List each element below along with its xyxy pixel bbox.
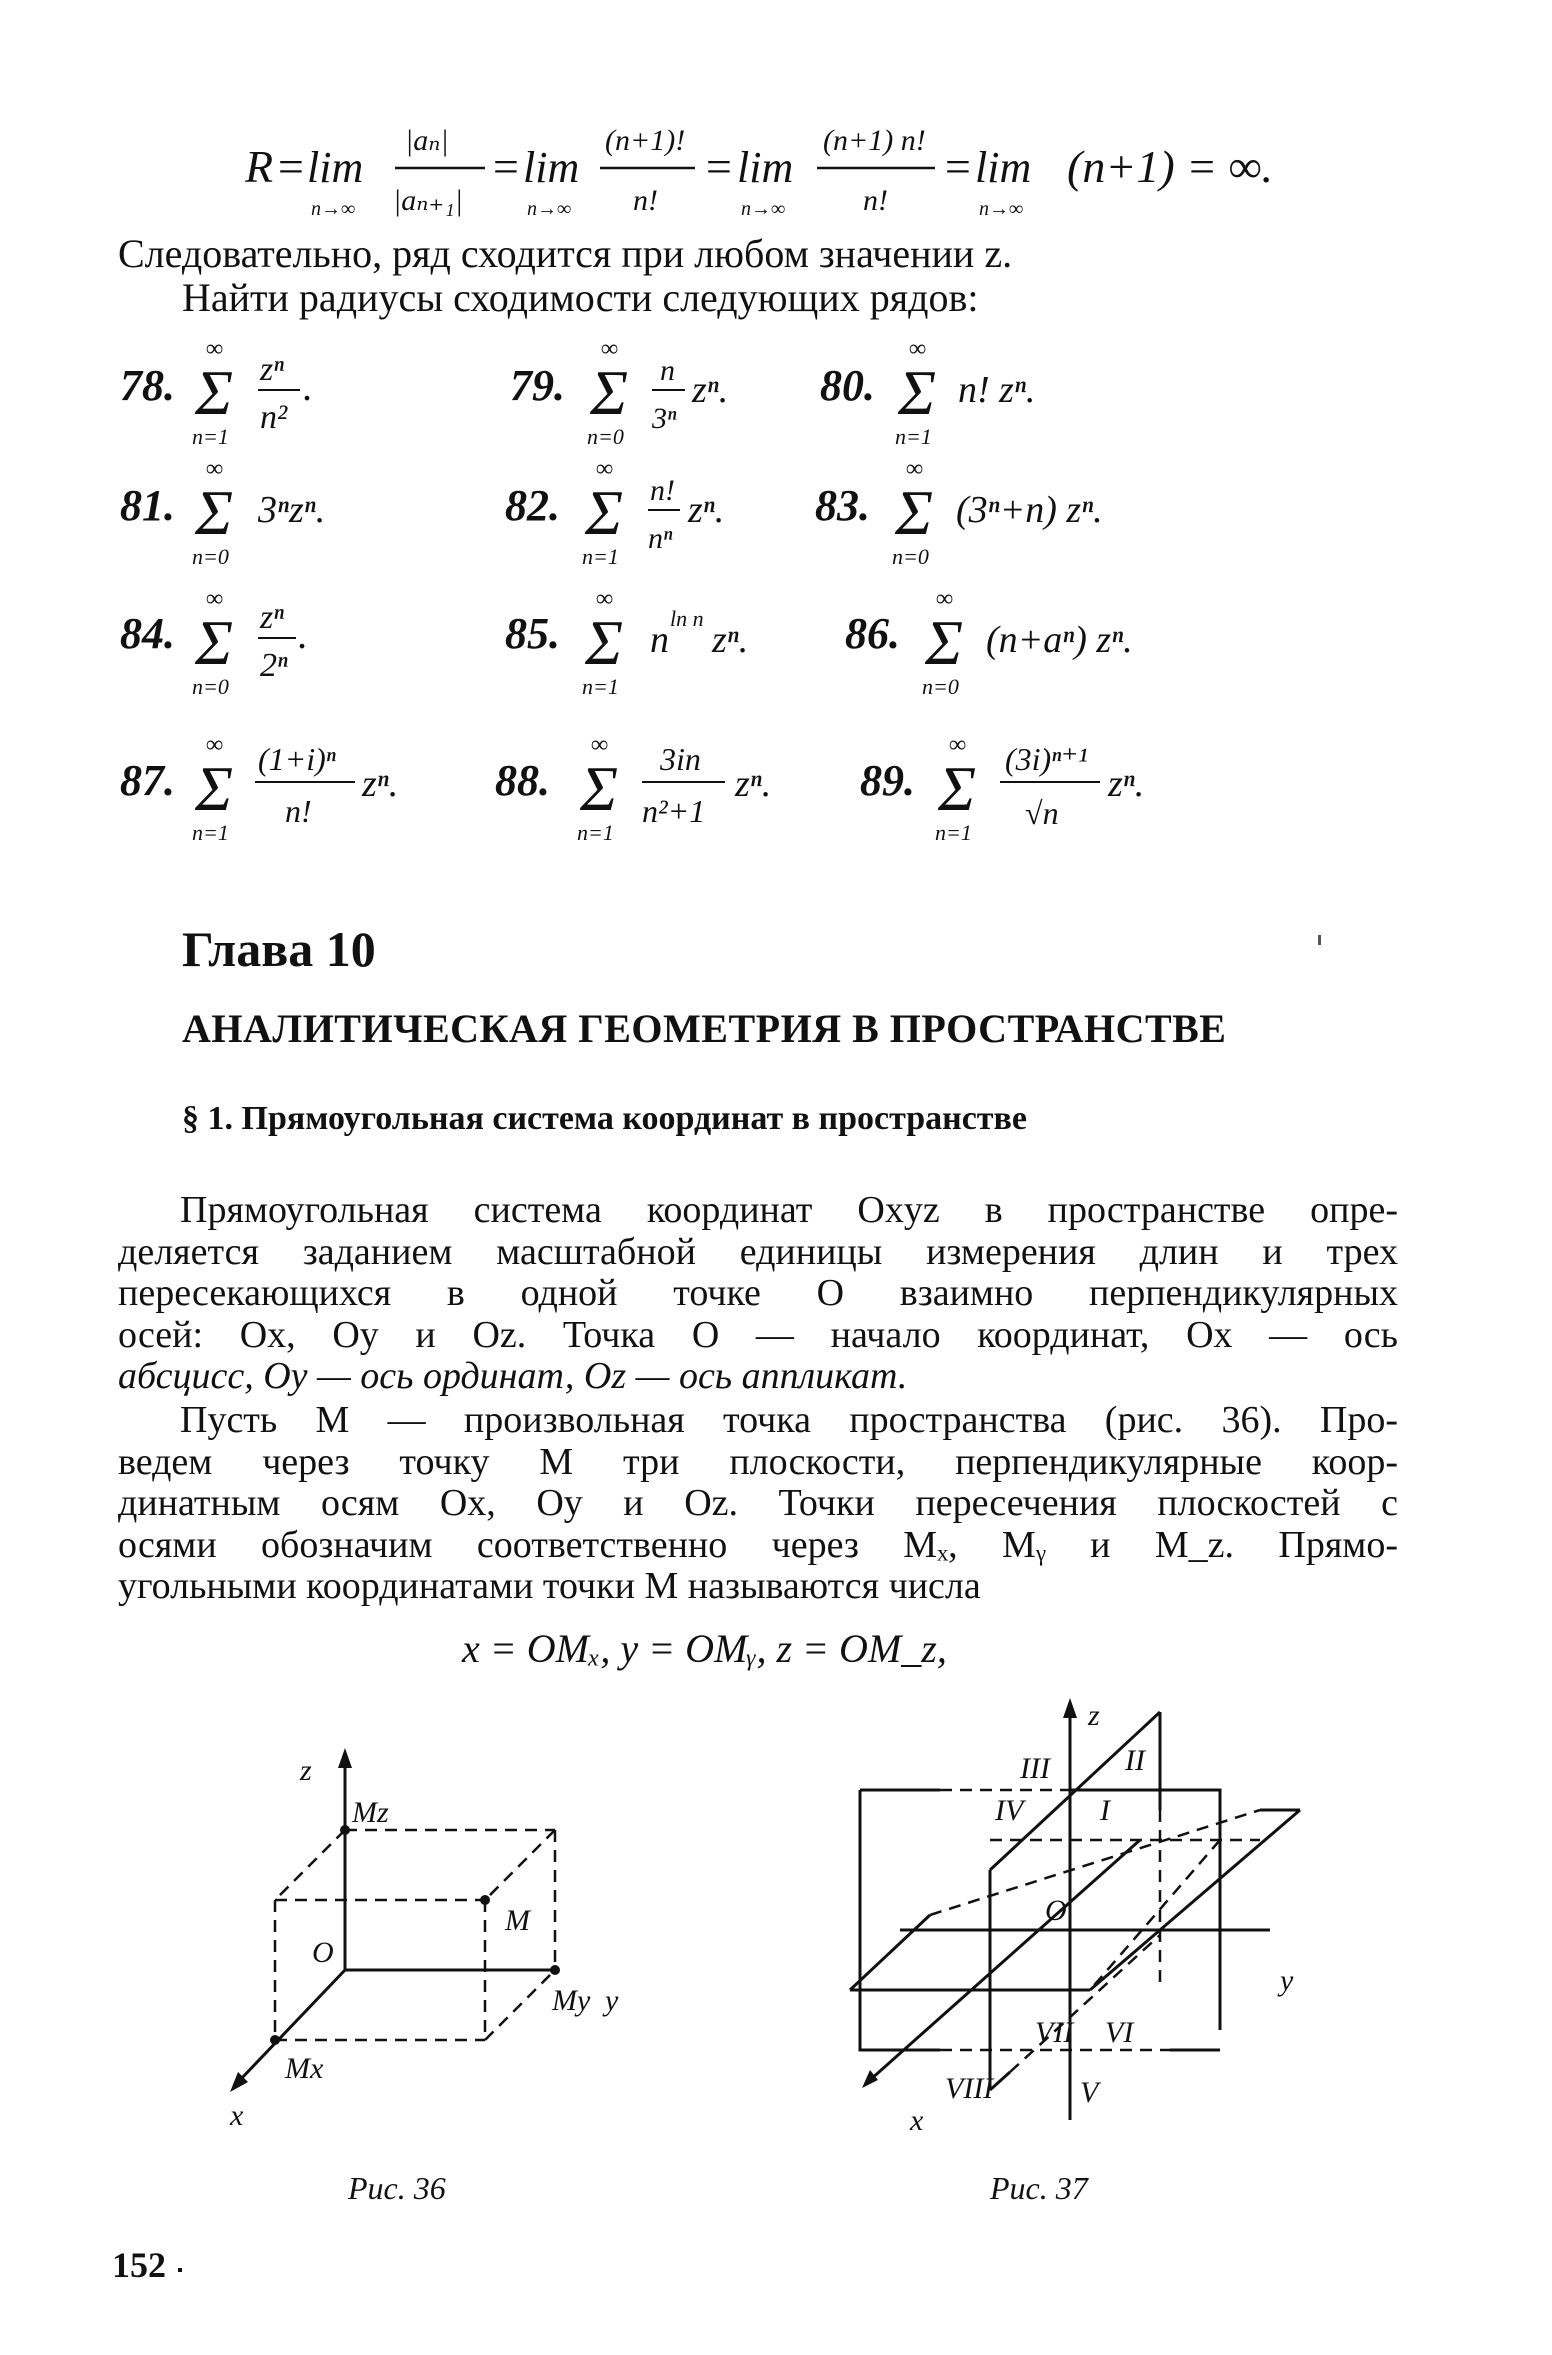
sum-lower-limit: n=0 [192,544,229,569]
label-III: III [1020,1752,1050,1785]
exercise-numerator: n! [650,474,675,507]
task-text: Найти радиусы сходимости следующих рядов: [182,275,979,320]
exercise-number: 78. [120,361,175,410]
sigma-symbol: Σ [195,357,234,428]
formula-under-4: n→∞ [979,198,1024,220]
point-My [550,1965,560,1975]
figure-37-svg [840,1690,1340,2160]
sigma-symbol: Σ [195,477,234,548]
label-x: x [230,2099,244,2132]
label-VI: VI [1105,2016,1134,2049]
exercise-number: 88. [495,756,550,805]
z-axis-arrow [338,1748,352,1768]
label-O: O [1045,1894,1067,1927]
sum-upper-limit: ∞ [206,732,224,758]
plane-edge [850,1915,930,1990]
formula-f1-den: |aₙ₊₁| [393,184,463,217]
exercise-denominator: nⁿ [648,522,673,555]
print-speck [1318,935,1321,945]
exercise-numerator: zⁿ [260,599,284,636]
sum-upper-limit: ∞ [936,586,954,612]
paragraph-line: пересекающихся в одной точке O взаимно перпендикулярных [118,1272,1398,1314]
limit-formula-svg [245,120,1345,230]
exercise-tail: (n+aⁿ) zⁿ. [986,619,1133,661]
sum-upper-limit: ∞ [596,456,614,482]
sum-lower-limit: n=1 [582,544,619,569]
sigma-symbol: Σ [938,753,977,824]
exercise-tail: zⁿ. [712,619,749,661]
exercise-number: 80. [820,361,875,410]
paragraph-line: динатным осям Ox, Oy и Oz. Точки пересечения плоскостей с [118,1482,1398,1524]
hidden-edge [930,1810,1260,1915]
paragraph-line: ведем через точку M три плоскости, перпендикулярные коор- [118,1440,1398,1483]
formula-f2-num: (n+1)! [605,124,686,157]
exercise-number: 83. [815,481,870,530]
exercise-grid [100,330,1400,870]
label-II: II [1125,1744,1145,1777]
exercise-tail: 3ⁿzⁿ. [258,489,326,531]
formula-f2-den: n! [633,184,658,217]
sum-upper-limit: ∞ [906,456,924,482]
paragraph-line: осями обозначим соответственно через Mₓ, Mᵧ и M_z. Прямо- [118,1523,1398,1566]
hidden-edge [1090,1840,1220,1990]
label-z: z [1088,1699,1100,1732]
sigma-symbol: Σ [925,607,964,678]
sum-upper-limit: ∞ [596,586,614,612]
formula-lim-4: lim [975,143,1032,192]
sigma-symbol: Σ [195,753,234,824]
section-heading: § 1. Прямоугольная система координат в пространстве [182,1100,1027,1137]
sum-lower-limit: n=0 [922,674,959,699]
exercise-tail: zⁿ. [362,763,399,805]
exercise-denominator: n² [260,399,288,436]
sum-lower-limit: n=1 [577,820,614,845]
page-number: 152 [112,2245,166,2285]
paragraph-1 [118,1190,1398,1398]
sum-lower-limit: n=1 [192,820,229,845]
plane-edge [1070,1790,1220,2030]
exercise-denominator: √n [1025,795,1059,831]
sum-upper-limit: ∞ [949,732,967,758]
label-O: O [312,1936,334,1969]
formula-f1-num: |aₙ| [405,124,449,157]
formula-R: R [245,141,274,192]
exercise-tail: zⁿ. [688,489,725,531]
exercise-tail: zⁿ. [735,763,772,805]
formula-lim-3: lim [737,143,794,192]
formula-f3-num: (n+1) n! [823,124,926,157]
figure-37-caption: Рис. 37 [990,2170,1088,2206]
label-IV: IV [995,1794,1024,1827]
exercise-number: 86. [845,609,900,658]
sum-upper-limit: ∞ [206,336,224,362]
paragraph-line: угольными координатами точки M называются числа [118,1565,981,1607]
label-y: y [1280,1964,1294,1997]
x-axis-arrow [862,2070,878,2088]
label-Mz: Mz [352,1796,389,1829]
formula-eq-3: = [703,141,735,192]
formula-under-3: n→∞ [741,198,786,220]
paragraph-line: абсцисс, Oy — ось ординат, Oz — ось аппликат. [118,1355,908,1397]
label-y: y [605,1984,619,2017]
label-VIII: VIII [945,2072,994,2105]
formula-tail: (n+1) = ∞. [1067,141,1274,192]
sum-upper-limit: ∞ [206,456,224,482]
label-M: M [505,1904,530,1937]
sum-upper-limit: ∞ [909,336,927,362]
sigma-symbol: Σ [580,753,619,824]
formula-lim-2: lim [523,143,580,192]
sum-upper-limit: ∞ [591,732,609,758]
exercise-denominator: n! [285,793,312,829]
paragraph-line: Прямоугольная система координат Oxyz в пространстве опре- [180,1189,1398,1231]
plane-edge [860,1790,940,2050]
sigma-symbol: Σ [895,477,934,548]
exercise-tail: zⁿ. [1108,763,1145,805]
exercise-number: 85. [505,609,560,658]
paragraph-2 [118,1400,1398,1608]
label-VII: VII [1035,2016,1074,2049]
label-My: My [552,1984,591,2017]
formula-under-1: n→∞ [311,198,356,220]
paragraph-line: осей: Ox, Oy и Oz. Точка O — начало координат, Ox — ось [118,1313,1398,1356]
sigma-symbol: Σ [195,607,234,678]
x-axis [870,1840,1140,2080]
paragraph-line: деляется заданием масштабной единицы измерения длин и трех [118,1230,1398,1273]
chapter-title: АНАЛИТИЧЕСКАЯ ГЕОМЕТРИЯ В ПРОСТРАНСТВЕ [182,1006,1227,1051]
sum-lower-limit: n=0 [192,674,229,699]
formula-eq-4: = [942,141,974,192]
formula-lim-1: lim [307,143,364,192]
formula-eq-1: = [275,141,307,192]
exercise-tail: zⁿ. [692,369,729,411]
hidden-edge [1010,1935,1160,2072]
exercise-numerator: n [660,354,675,387]
sum-lower-limit: n=1 [582,674,619,699]
sum-lower-limit: n=1 [935,820,972,845]
exercise-number: 81. [120,481,175,530]
exercise-tail: n [650,619,669,661]
plane-edge [1090,1810,1300,1990]
exercise-number: 84. [120,609,175,658]
exercise-tail: n! zⁿ. [958,369,1036,411]
formula-f3-den: n! [863,184,888,217]
sum-lower-limit: n=1 [192,424,229,449]
label-I: I [1100,1794,1110,1827]
point-Mz [340,1825,350,1835]
sum-lower-limit: n=0 [587,424,624,449]
cube-edge [485,1830,555,1900]
cube-edge [275,1830,345,1900]
exercise-number: 79. [510,361,565,410]
sum-lower-limit: n=0 [892,544,929,569]
exercise-number: 82. [505,481,560,530]
exercise-denominator: n²+1 [642,793,706,829]
exercise-numerator: 3in [660,741,701,777]
sigma-symbol: Σ [898,357,937,428]
exercise-exponent: ln n [670,606,704,631]
cube-edge [485,1970,555,2040]
paragraph-line: Пусть M — произвольная точка пространства (рис. 36). Про- [180,1399,1398,1441]
figure-36 [200,1730,670,2150]
page-number-dot [178,2268,182,2272]
sigma-symbol: Σ [585,607,624,678]
exercise-number: 87. [120,756,175,805]
chapter-heading: Глава 10 [182,921,376,977]
limit-formula [245,120,1345,230]
exercise-dot: . [298,612,308,657]
sigma-symbol: Σ [585,477,624,548]
exercise-tail: (3ⁿ+n) zⁿ. [956,489,1103,531]
exercise-denominator: 3ⁿ [652,402,677,435]
point-M [480,1895,490,1905]
exercise-denominator: 2ⁿ [260,647,288,684]
conclusion-text: Следовательно, ряд сходится при любом значении z. [118,231,1013,276]
sum-lower-limit: n=1 [895,424,932,449]
coordinates-formula: x = OMₓ, y = OMᵧ, z = OM_z, [462,1626,947,1671]
z-axis-arrow [1063,1698,1077,1718]
exercise-numerator: zⁿ [260,351,284,388]
point-Mx [270,2035,280,2045]
sigma-symbol: Σ [590,357,629,428]
exercise-numerator: (1+i)ⁿ [258,741,336,777]
label-z: z [300,1754,312,1787]
formula-under-2: n→∞ [527,198,572,220]
label-V: V [1080,2076,1099,2109]
exercise-numerator: (3i)ⁿ⁺¹ [1005,741,1088,777]
sum-upper-limit: ∞ [601,336,619,362]
label-Mx: Mx [285,2052,324,2085]
figure-37 [840,1690,1340,2160]
formula-eq-2: = [490,141,522,192]
label-x: x [910,2104,924,2137]
figure-36-svg [200,1730,670,2150]
figure-36-caption: Рис. 36 [348,2170,446,2206]
exercise-number: 89. [860,756,915,805]
sum-upper-limit: ∞ [206,586,224,612]
exercise-grid-svg [100,330,1400,870]
exercise-dot: . [303,364,313,409]
